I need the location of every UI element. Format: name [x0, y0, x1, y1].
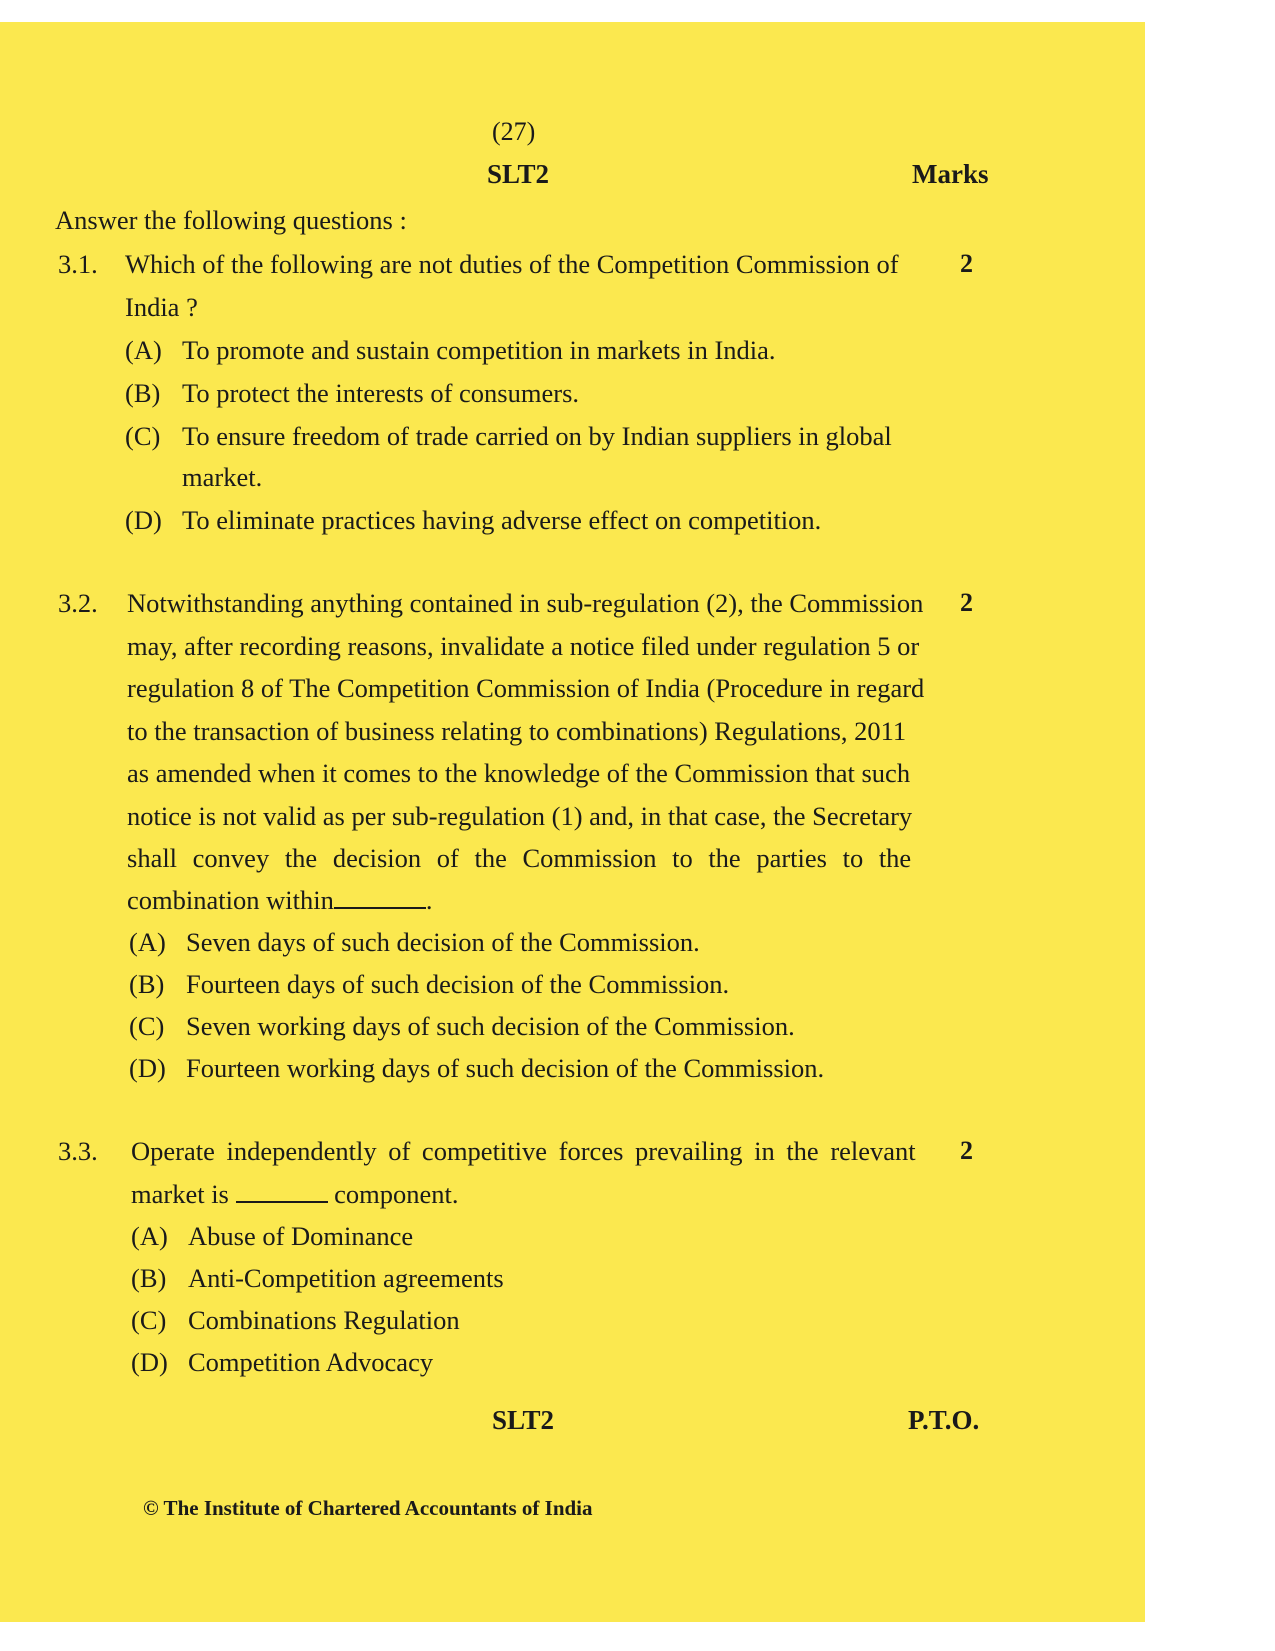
question-text-line: [131, 1179, 459, 1211]
pto-label: P.T.O.: [908, 1405, 980, 1435]
exam-page: [0, 22, 1145, 1622]
option-text: To ensure freedom of trade carried on by Indian suppliers in global: [182, 421, 892, 451]
question-number: 3.2.: [58, 588, 98, 618]
question-marks: 2: [960, 588, 973, 617]
instruction-text: Answer the following questions :: [55, 205, 407, 235]
option-text: Fourteen days of such decision of the Commission.: [186, 969, 730, 999]
question-text-line: Operate independently of competitive forces prevailing in the relevant: [131, 1136, 916, 1166]
copyright-notice: © The Institute of Chartered Accountants of India: [143, 1496, 593, 1520]
question-marks: 2: [960, 1136, 973, 1165]
footer-paper-code: SLT2: [492, 1405, 555, 1435]
option-label: (D): [125, 505, 162, 535]
question-number: 3.1.: [58, 249, 98, 279]
question-text-line: India ?: [125, 292, 198, 322]
question-text-fragment: market is: [131, 1179, 229, 1209]
option-label: (D): [129, 1053, 166, 1083]
question-text-line: regulation 8 of The Competition Commission of India (Procedure in regard: [127, 673, 925, 703]
question-text-line: may, after recording reasons, invalidate a notice filed under regulation 5 or: [127, 631, 920, 661]
question-text-line: shall convey the decision of the Commission to the parties to the: [127, 843, 912, 873]
paper-code-header: SLT2: [487, 159, 550, 189]
option-text: Seven working days of such decision of the Commission.: [186, 1011, 795, 1041]
question-text-line: notice is not valid as per sub-regulation (1) and, in that case, the Secretary: [127, 801, 913, 831]
option-text: Abuse of Dominance: [188, 1221, 414, 1251]
option-text: Anti-Competition agreements: [188, 1263, 504, 1293]
question-text-line: Which of the following are not duties of the Competition Commission of: [125, 249, 899, 279]
option-text: To promote and sustain competition in markets in India.: [182, 335, 776, 365]
question-text-line: as amended when it comes to the knowledge of the Commission that such: [127, 758, 911, 788]
question-marks: 2: [960, 249, 973, 278]
option-text: market.: [182, 462, 263, 492]
question-text-fragment: component.: [334, 1179, 459, 1209]
option-text: To eliminate practices having adverse effect on competition.: [182, 505, 822, 535]
option-text: Seven days of such decision of the Commission.: [186, 927, 700, 957]
option-label: (B): [131, 1263, 167, 1293]
option-text: To protect the interests of consumers.: [182, 378, 580, 408]
option-label: (A): [125, 335, 162, 365]
answer-blank: [236, 1181, 328, 1203]
marks-column-heading: Marks: [912, 159, 989, 189]
question-text-fragment: combination within: [127, 885, 334, 915]
option-label: (C): [125, 421, 161, 451]
option-text: Competition Advocacy: [188, 1347, 434, 1377]
option-label: (C): [129, 1011, 165, 1041]
question-text-line: to the transaction of business relating to combinations) Regulations, 2011: [127, 716, 907, 746]
page-number: (27): [492, 117, 536, 146]
option-label: (A): [129, 927, 166, 957]
option-label: (A): [131, 1221, 168, 1251]
question-text-fragment: .: [425, 885, 433, 915]
option-label: (B): [125, 378, 161, 408]
option-label: (D): [131, 1347, 168, 1377]
question-number: 3.3.: [58, 1136, 98, 1166]
question-text-line: Notwithstanding anything contained in sub-regulation (2), the Commission: [127, 588, 924, 618]
option-text: Combinations Regulation: [188, 1305, 460, 1335]
question-text-line: [127, 885, 432, 917]
answer-blank: [334, 887, 426, 909]
option-text: Fourteen working days of such decision of the Commission.: [186, 1053, 825, 1083]
option-label: (B): [129, 969, 165, 999]
option-label: (C): [131, 1305, 167, 1335]
